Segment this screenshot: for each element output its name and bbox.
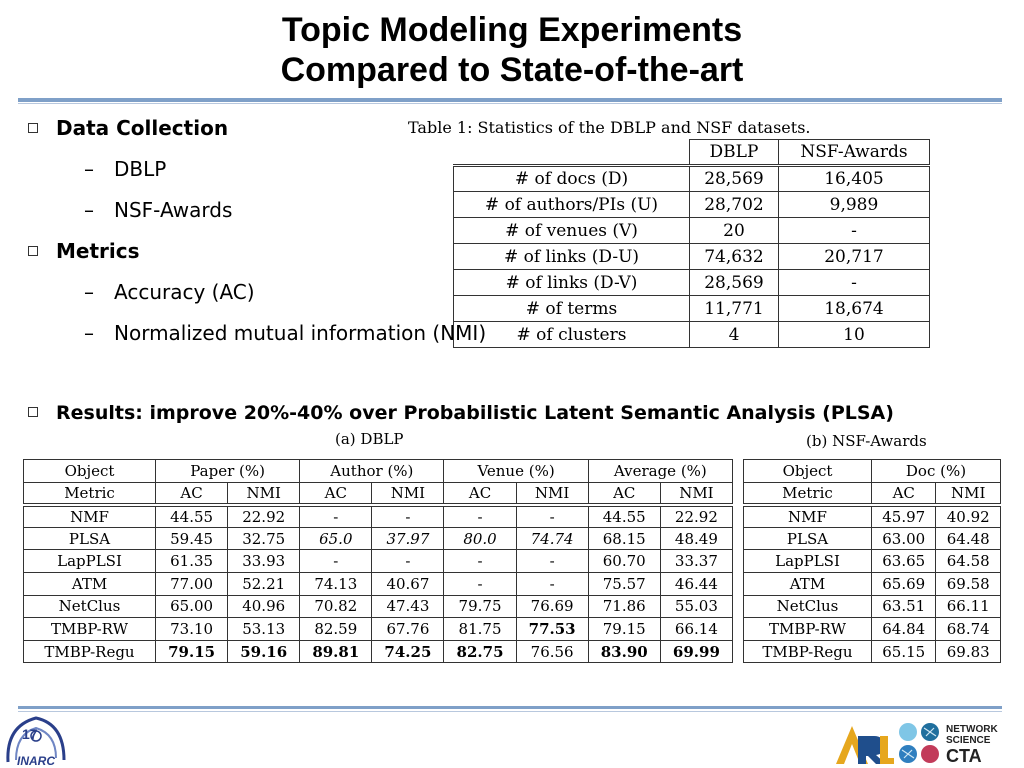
bullet-nsf: – NSF-Awards xyxy=(84,198,233,222)
ns-line-2: SCIENCE xyxy=(946,735,991,746)
value-cell: - xyxy=(300,505,372,528)
table-cell: # of venues (V) xyxy=(454,218,690,244)
metric-header-row xyxy=(744,482,1001,505)
metric-header-cell: NMI xyxy=(228,482,300,505)
value-cell: - xyxy=(516,505,588,528)
table-row xyxy=(744,572,1001,595)
value-cell: 67.76 xyxy=(372,618,444,641)
metric-header-cell: AC xyxy=(444,482,516,505)
method-name-cell: NMF xyxy=(24,505,156,528)
value-cell: - xyxy=(516,550,588,573)
value-cell: 76.56 xyxy=(516,640,588,663)
value-cell: 68.15 xyxy=(588,527,660,550)
table-cell: # of terms xyxy=(454,296,690,322)
table1-caption: Table 1: Statistics of the DBLP and NSF datasets. xyxy=(408,118,811,137)
metric-header-cell: NMI xyxy=(936,482,1001,505)
value-cell: 63.65 xyxy=(872,550,936,573)
table-row xyxy=(24,572,733,595)
table-row xyxy=(744,640,1001,663)
bullet-label: Data Collection xyxy=(56,116,229,140)
method-name-cell: PLSA xyxy=(744,527,872,550)
value-cell: 65.69 xyxy=(872,572,936,595)
value-cell: 59.16 xyxy=(228,640,300,663)
value-cell: 77.53 xyxy=(516,618,588,641)
table-row xyxy=(24,618,733,641)
value-cell: 52.21 xyxy=(228,572,300,595)
method-name-cell: LapPLSI xyxy=(24,550,156,573)
table-cell: # of clusters xyxy=(454,322,690,348)
table-header-row xyxy=(454,140,930,166)
table-cell: 16,405 xyxy=(778,166,929,192)
group-header-row xyxy=(24,460,733,483)
metric-header-cell: AC xyxy=(156,482,228,505)
value-cell: 46.44 xyxy=(660,572,732,595)
cta-label: CTA xyxy=(946,746,982,766)
table-row xyxy=(24,550,733,573)
method-name-cell: TMBP-RW xyxy=(24,618,156,641)
metric-header-row xyxy=(24,482,733,505)
table-cell: - xyxy=(778,218,929,244)
value-cell: - xyxy=(372,505,444,528)
value-cell: - xyxy=(444,550,516,573)
table-cell: # of docs (D) xyxy=(454,166,690,192)
group-header-cell: Author (%) xyxy=(300,460,444,483)
value-cell: 79.15 xyxy=(588,618,660,641)
title-divider xyxy=(18,98,1002,102)
value-cell: 82.75 xyxy=(444,640,516,663)
table-row xyxy=(454,218,930,244)
value-cell: 76.69 xyxy=(516,595,588,618)
method-name-cell: NetClus xyxy=(24,595,156,618)
table-row xyxy=(744,505,1001,528)
arl-logo-icon xyxy=(834,722,894,766)
table-cell: # of links (D-U) xyxy=(454,244,690,270)
metric-header-cell: Metric xyxy=(744,482,872,505)
value-cell: 77.00 xyxy=(156,572,228,595)
value-cell: - xyxy=(372,550,444,573)
table-cell: 18,674 xyxy=(778,296,929,322)
table-cell: 9,989 xyxy=(778,192,929,218)
group-header-cell: Object xyxy=(24,460,156,483)
bullet-list xyxy=(28,112,487,362)
checkbox-bullet-icon xyxy=(28,407,38,417)
bullet-label: DBLP xyxy=(114,157,167,181)
value-cell: 47.43 xyxy=(372,595,444,618)
title-divider-thin xyxy=(18,103,1002,104)
nsf-results-table xyxy=(743,459,1001,663)
bullet-label: Results: improve 20%-40% over Probabilistic Latent Semantic Analysis (PLSA) xyxy=(56,402,894,424)
group-header-row xyxy=(744,460,1001,483)
method-name-cell: TMBP-Regu xyxy=(744,640,872,663)
bullet-dblp: – DBLP xyxy=(84,157,167,181)
bullet-label: Accuracy (AC) xyxy=(114,280,255,304)
value-cell: 70.82 xyxy=(300,595,372,618)
value-cell: 81.75 xyxy=(444,618,516,641)
table-cell: 20 xyxy=(690,218,779,244)
table-row xyxy=(744,618,1001,641)
value-cell: - xyxy=(516,572,588,595)
metric-header-cell: NMI xyxy=(372,482,444,505)
value-cell: 69.99 xyxy=(660,640,732,663)
value-cell: - xyxy=(444,572,516,595)
table-row xyxy=(744,595,1001,618)
footer-divider-thin xyxy=(18,711,1002,712)
table-cell: 28,569 xyxy=(690,166,779,192)
metric-header-cell: NMI xyxy=(660,482,732,505)
svg-text:INARC: INARC xyxy=(17,754,55,768)
value-cell: 64.58 xyxy=(936,550,1001,573)
table-cell: 28,569 xyxy=(690,270,779,296)
bullet-results xyxy=(28,402,894,424)
bullet-data-collection xyxy=(28,116,228,140)
table-cell: # of authors/PIs (U) xyxy=(454,192,690,218)
table-b-caption: (b) NSF-Awards xyxy=(806,432,927,450)
value-cell: 73.10 xyxy=(156,618,228,641)
table-cell: 4 xyxy=(690,322,779,348)
value-cell: 63.51 xyxy=(872,595,936,618)
metric-header-cell: AC xyxy=(872,482,936,505)
value-cell: - xyxy=(300,550,372,573)
value-cell: 37.97 xyxy=(372,527,444,550)
title-line-1: Topic Modeling Experiments xyxy=(281,11,743,49)
metric-header-cell: Metric xyxy=(24,482,156,505)
table-header-cell xyxy=(454,140,690,166)
value-cell: 64.84 xyxy=(872,618,936,641)
table-row xyxy=(744,527,1001,550)
value-cell: 65.00 xyxy=(156,595,228,618)
group-header-cell: Paper (%) xyxy=(156,460,300,483)
value-cell: 74.74 xyxy=(516,527,588,550)
value-cell: 65.15 xyxy=(872,640,936,663)
value-cell: 69.58 xyxy=(936,572,1001,595)
method-name-cell: PLSA xyxy=(24,527,156,550)
title-line-2: Compared to State-of-the-art xyxy=(280,51,744,89)
value-cell: 40.92 xyxy=(936,505,1001,528)
metric-header-cell: AC xyxy=(588,482,660,505)
table-header-cell: NSF-Awards xyxy=(778,140,929,166)
page-number: 17 xyxy=(22,726,38,742)
value-cell: 89.81 xyxy=(300,640,372,663)
method-name-cell: NetClus xyxy=(744,595,872,618)
value-cell: 82.59 xyxy=(300,618,372,641)
value-cell: 48.49 xyxy=(660,527,732,550)
value-cell: 66.14 xyxy=(660,618,732,641)
value-cell: 40.96 xyxy=(228,595,300,618)
table-row xyxy=(454,296,930,322)
table-header-cell: DBLP xyxy=(690,140,779,166)
table-cell: 28,702 xyxy=(690,192,779,218)
value-cell: 64.48 xyxy=(936,527,1001,550)
value-cell: 22.92 xyxy=(228,505,300,528)
dblp-results-table xyxy=(23,459,733,663)
value-cell: 79.75 xyxy=(444,595,516,618)
value-cell: 40.67 xyxy=(372,572,444,595)
checkbox-bullet-icon xyxy=(28,123,38,133)
dataset-statistics-table xyxy=(453,139,930,348)
value-cell: 65.0 xyxy=(300,527,372,550)
group-header-cell: Doc (%) xyxy=(872,460,1001,483)
metric-header-cell: NMI xyxy=(516,482,588,505)
slide-title xyxy=(0,10,1024,90)
table-row xyxy=(454,244,930,270)
table-cell: 10 xyxy=(778,322,929,348)
bullet-nmi: – Normalized mutual information (NMI) xyxy=(84,321,487,345)
value-cell: 75.57 xyxy=(588,572,660,595)
value-cell: 44.55 xyxy=(156,505,228,528)
table-row xyxy=(454,322,930,348)
value-cell: 68.74 xyxy=(936,618,1001,641)
table-row xyxy=(454,166,930,192)
table-row xyxy=(454,270,930,296)
table-cell: - xyxy=(778,270,929,296)
metric-header-cell: AC xyxy=(300,482,372,505)
method-name-cell: ATM xyxy=(24,572,156,595)
table-row xyxy=(24,527,733,550)
network-science-label xyxy=(946,724,998,746)
value-cell: 79.15 xyxy=(156,640,228,663)
table-cell: 11,771 xyxy=(690,296,779,322)
value-cell: 22.92 xyxy=(660,505,732,528)
value-cell: 74.13 xyxy=(300,572,372,595)
value-cell: 83.90 xyxy=(588,640,660,663)
value-cell: 33.93 xyxy=(228,550,300,573)
value-cell: 44.55 xyxy=(588,505,660,528)
value-cell: 60.70 xyxy=(588,550,660,573)
value-cell: 45.97 xyxy=(872,505,936,528)
value-cell: - xyxy=(444,505,516,528)
bullet-accuracy: – Accuracy (AC) xyxy=(84,280,255,304)
value-cell: 61.35 xyxy=(156,550,228,573)
method-name-cell: ATM xyxy=(744,572,872,595)
bullet-metrics xyxy=(28,239,140,263)
value-cell: 71.86 xyxy=(588,595,660,618)
value-cell: 63.00 xyxy=(872,527,936,550)
ns-line-1: NETWORK xyxy=(946,724,998,735)
table-row xyxy=(24,505,733,528)
method-name-cell: NMF xyxy=(744,505,872,528)
bullet-label: Metrics xyxy=(56,239,140,263)
network-science-logo-icon xyxy=(896,720,946,766)
table-cell: 20,717 xyxy=(778,244,929,270)
footer-divider xyxy=(18,706,1002,709)
bullet-label: NSF-Awards xyxy=(114,198,233,222)
checkbox-bullet-icon xyxy=(28,246,38,256)
method-name-cell: TMBP-RW xyxy=(744,618,872,641)
method-name-cell: LapPLSI xyxy=(744,550,872,573)
value-cell: 53.13 xyxy=(228,618,300,641)
table-cell: 74,632 xyxy=(690,244,779,270)
table-row xyxy=(24,595,733,618)
table-row xyxy=(454,192,930,218)
table-a-caption: (a) DBLP xyxy=(335,430,404,448)
value-cell: 74.25 xyxy=(372,640,444,663)
group-header-cell: Average (%) xyxy=(588,460,732,483)
value-cell: 55.03 xyxy=(660,595,732,618)
group-header-cell: Venue (%) xyxy=(444,460,588,483)
value-cell: 32.75 xyxy=(228,527,300,550)
method-name-cell: TMBP-Regu xyxy=(24,640,156,663)
value-cell: 33.37 xyxy=(660,550,732,573)
table-row xyxy=(24,640,733,663)
value-cell: 69.83 xyxy=(936,640,1001,663)
bullet-label: Normalized mutual information (NMI) xyxy=(114,321,487,345)
value-cell: 80.0 xyxy=(444,527,516,550)
value-cell: 59.45 xyxy=(156,527,228,550)
value-cell: 66.11 xyxy=(936,595,1001,618)
group-header-cell: Object xyxy=(744,460,872,483)
table-cell: # of links (D-V) xyxy=(454,270,690,296)
table-row xyxy=(744,550,1001,573)
